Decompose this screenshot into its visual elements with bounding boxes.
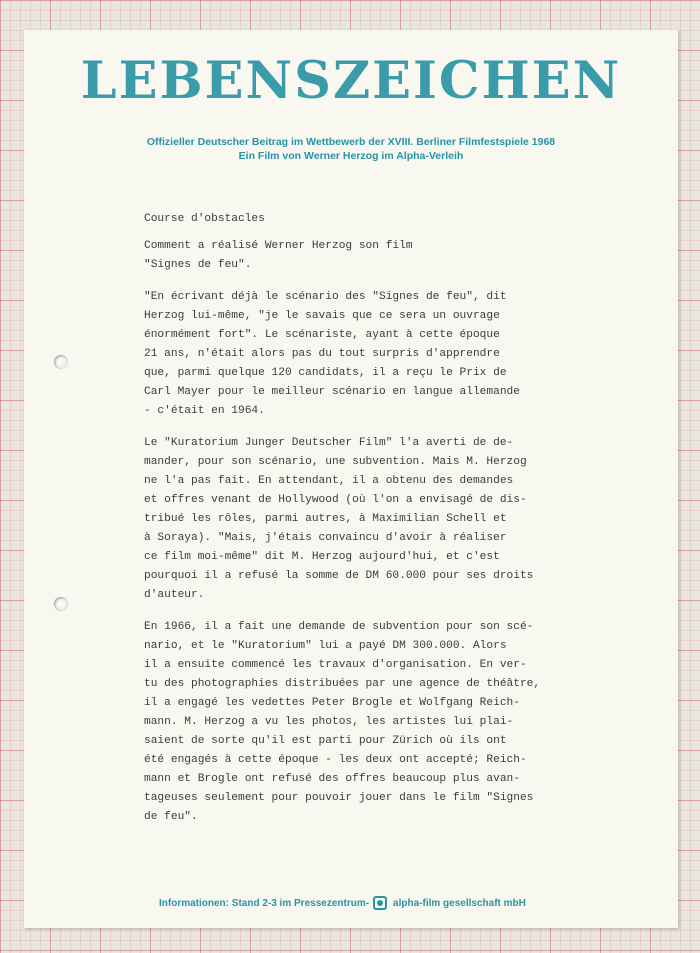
- footer-company: alpha-film gesellschaft mbH: [393, 897, 526, 909]
- text-line: et offres venant de Hollywood (où l'on a envisagé de dis-: [144, 494, 527, 506]
- text-line: nario, et le "Kuratorium" lui a payé DM 300.000. Alors: [144, 640, 507, 652]
- text-line: été engagés à cette époque - les deux ont accepté; Reich-: [144, 754, 527, 766]
- text-line: mander, pour son scénario, une subvention. Mais M. Herzog: [144, 456, 527, 468]
- text-line: En 1966, il a fait une demande de subvention pour son scé-: [144, 621, 534, 633]
- body-text: [144, 210, 644, 827]
- text-line: énormément fort". Le scénariste, ayant à cette époque: [144, 329, 500, 341]
- text-line: 21 ans, n'était alors pas du tout surpris d'apprendre: [144, 348, 500, 360]
- footer: [159, 896, 639, 910]
- text-line: - c'était en 1964.: [144, 405, 265, 417]
- text-line: de feu".: [144, 811, 198, 823]
- paragraph-3: [144, 618, 644, 827]
- text-line: pourquoi il a refusé la somme de DM 60.000 pour ses droits: [144, 570, 534, 582]
- text-line: saient de sorte qu'il est parti pour Zürich où ils ont: [144, 735, 507, 747]
- text-line: tageuses seulement pour pouvoir jouer dans le film "Signes: [144, 792, 534, 804]
- text-line: d'auteur.: [144, 589, 205, 601]
- text-line: tribué les rôles, parmi autres, à Maximilian Schell et: [144, 513, 507, 525]
- paragraph-1: [144, 288, 644, 421]
- text-line: ne l'a pas fait. En attendant, il a obtenu des demandes: [144, 475, 514, 487]
- text-line: il a ensuite commencé les travaux d'organisation. En ver-: [144, 659, 527, 671]
- intro-block: [144, 237, 644, 275]
- punch-hole-icon: [54, 355, 68, 369]
- text-line: il a engagé les vedettes Peter Brogle et Wolfgang Reich-: [144, 697, 520, 709]
- text-line: tu des photographies distribuées par une agence de théâtre,: [144, 678, 541, 690]
- text-line: Comment a réalisé Werner Herzog son film: [144, 240, 413, 252]
- text-line: que, parmi quelque 120 candidats, il a reçu le Prix de: [144, 367, 507, 379]
- text-line: "En écrivant déjà le scénario des "Signes de feu", dit: [144, 291, 507, 303]
- text-line: Le "Kuratorium Junger Deutscher Film" l'a averti de de-: [144, 437, 514, 449]
- document-sheet: [24, 30, 678, 928]
- text-line: mann et Brogle ont refusé des offres beaucoup plus avan-: [144, 773, 520, 785]
- alpha-film-logo-icon: [373, 896, 387, 910]
- punch-hole-icon: [54, 597, 68, 611]
- section-heading: Course d'obstacles: [144, 213, 265, 225]
- paragraph-2: [144, 434, 644, 605]
- text-line: "Signes de feu".: [144, 259, 252, 271]
- text-line: ce film moi-même" dit M. Herzog aujourd'hui, et c'est: [144, 551, 500, 563]
- subtitle-line-1: Offizieller Deutscher Beitrag im Wettbewerb der XVIII. Berliner Filmfestspiele 1968: [146, 136, 556, 148]
- subtitle-line-2: Ein Film von Werner Herzog im Alpha-Verleih: [238, 150, 464, 162]
- text-line: Herzog lui-même, "je le savais que ce sera un ouvrage: [144, 310, 500, 322]
- text-line: Carl Mayer pour le meilleur scénario en langue allemande: [144, 386, 520, 398]
- text-line: à Soraya). "Mais, j'étais convaincu d'avoir à réaliser: [144, 532, 507, 544]
- footer-info: Informationen: Stand 2-3 im Pressezentrum-: [159, 897, 370, 909]
- text-line: mann. M. Herzog a vu les photos, les artistes lui plai-: [144, 716, 514, 728]
- masthead-title: LEBENSZEICHEN: [80, 51, 622, 111]
